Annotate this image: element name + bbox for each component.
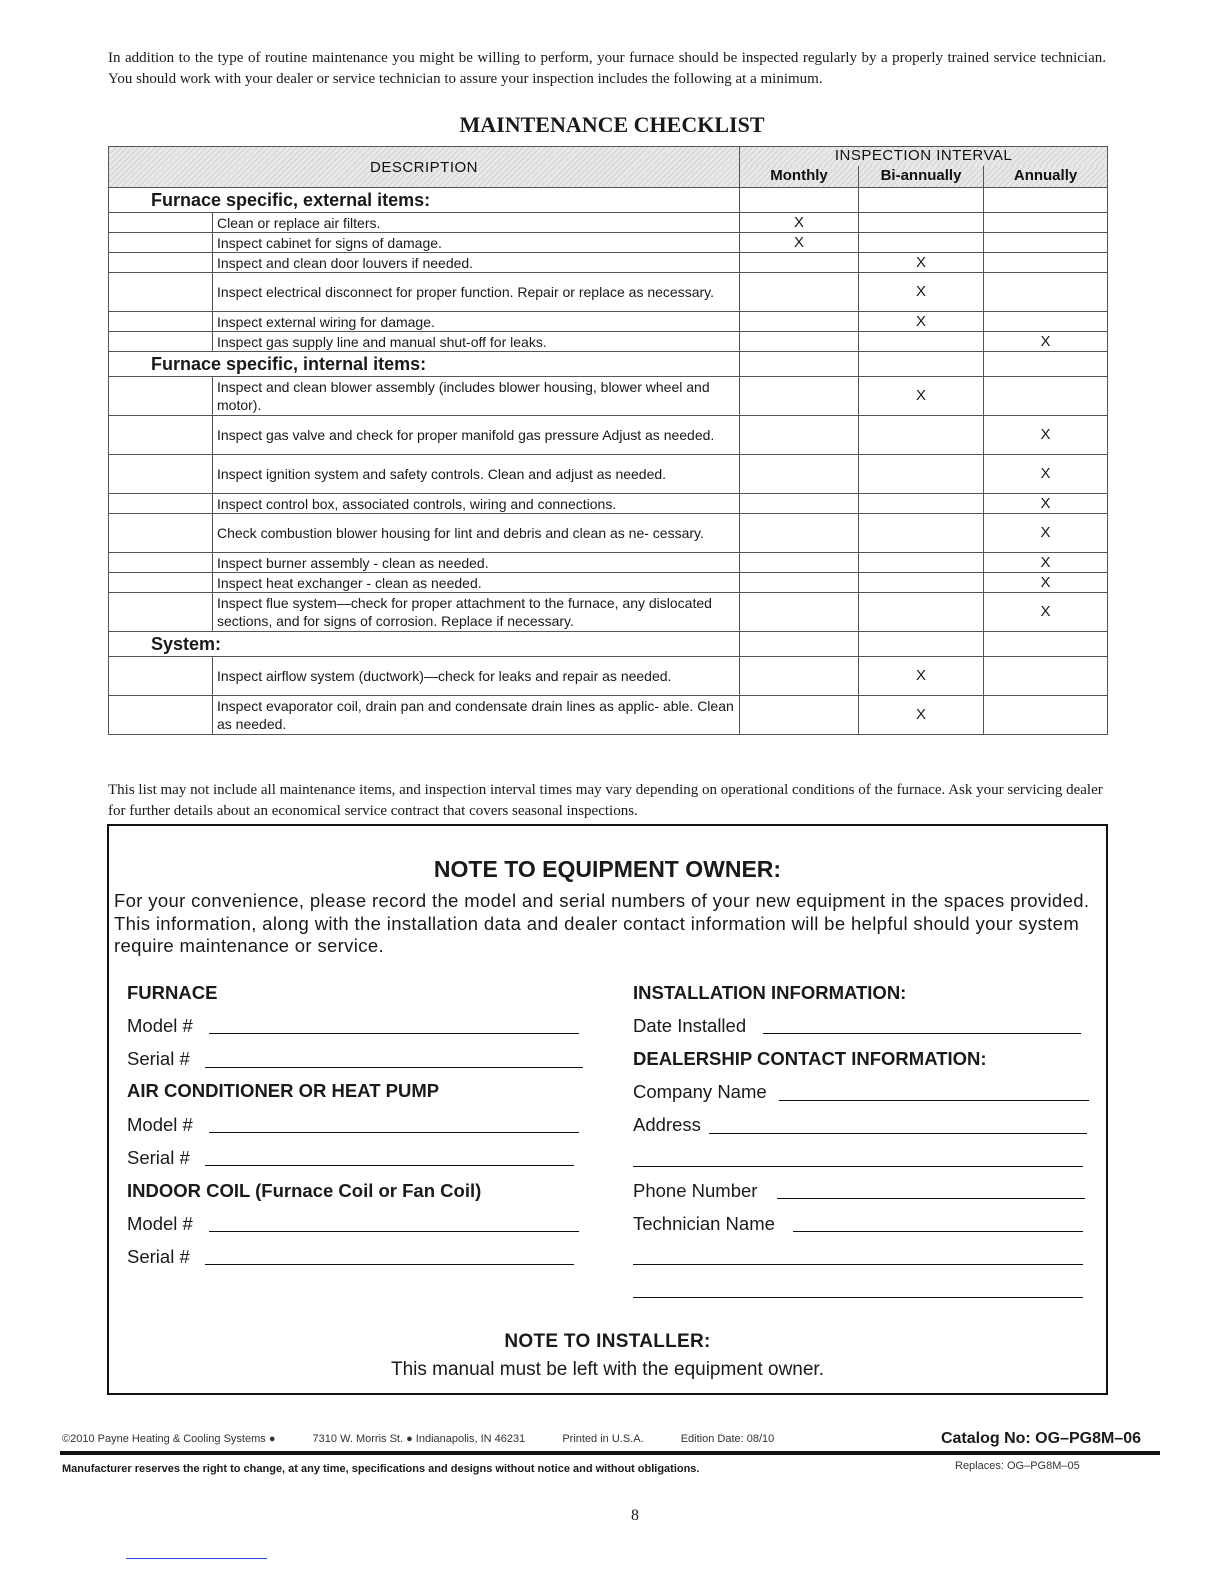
furnace-heading: FURNACE xyxy=(127,982,218,1003)
item-text: Check combustion blower housing for lint and debris and clean as ne- cessary. xyxy=(213,514,740,553)
extra-line-1-field[interactable] xyxy=(633,1264,1083,1265)
address-field[interactable] xyxy=(709,1133,1087,1134)
biannually-mark: X xyxy=(859,273,984,312)
coil-model-field[interactable] xyxy=(209,1231,579,1232)
address-line-2-field[interactable] xyxy=(633,1166,1083,1167)
furnace-serial-field[interactable] xyxy=(205,1067,583,1068)
page-number: 8 xyxy=(631,1507,639,1524)
owner-note-box xyxy=(107,824,1108,1395)
annually-mark: X xyxy=(984,416,1108,455)
checklist-row xyxy=(109,377,1108,416)
header-description: DESCRIPTION xyxy=(109,147,740,188)
checklist-row xyxy=(109,253,1108,273)
footer-edition: Edition Date: 08/10 xyxy=(680,1433,775,1445)
footer-address: 7310 W. Morris St. ● Indianapolis, IN 46231 xyxy=(312,1433,526,1445)
checklist-row xyxy=(109,514,1108,553)
item-text: Inspect cabinet for signs of damage. xyxy=(213,233,740,253)
company-name-field[interactable] xyxy=(779,1100,1089,1101)
checklist-row xyxy=(109,494,1108,514)
checklist-footnote: This list may not include all maintenance items, and inspection interval times may vary depending on operational conditions of the furnace. Ask your servicing dealer for further details about an economical service contract that covers seasonal inspections. xyxy=(108,782,1103,819)
section-row xyxy=(109,352,1108,377)
item-text: Inspect control box, associated controls, wiring and connections. xyxy=(213,494,740,514)
checklist-row xyxy=(109,455,1108,494)
header-monthly: Monthly xyxy=(740,166,859,188)
footer-printed: Printed in U.S.A. xyxy=(562,1433,644,1445)
item-text: Inspect and clean door louvers if needed. xyxy=(213,253,740,273)
checklist-row xyxy=(109,573,1108,593)
company-name-label: Company Name xyxy=(633,1081,767,1102)
phone-number-label: Phone Number xyxy=(633,1180,758,1201)
annually-mark: X xyxy=(984,514,1108,553)
footer-divider xyxy=(60,1451,1160,1455)
ac-model-field[interactable] xyxy=(209,1132,579,1133)
checklist-row xyxy=(109,233,1108,253)
section-title: Furnace specific, internal items: xyxy=(109,352,740,377)
annually-mark: X xyxy=(984,553,1108,573)
equipment-column xyxy=(109,826,609,1266)
checklist-row xyxy=(109,213,1108,233)
item-text: Inspect heat exchanger - clean as needed. xyxy=(213,573,740,593)
header-annually: Annually xyxy=(984,166,1108,188)
checklist-row xyxy=(109,332,1108,352)
checklist-row xyxy=(109,657,1108,696)
checklist-row xyxy=(109,696,1108,735)
checklist-row xyxy=(109,273,1108,312)
installation-heading: INSTALLATION INFORMATION: xyxy=(633,982,907,1003)
item-text: Clean or replace air filters. xyxy=(213,213,740,233)
ac-serial-label: Serial # xyxy=(127,1147,190,1168)
item-text: Inspect flue system—check for proper attachment to the furnace, any dislocated sections, and for signs of corrosion. Replace if necessary. xyxy=(213,593,740,632)
furnace-model-field[interactable] xyxy=(209,1033,579,1034)
annually-mark: X xyxy=(984,494,1108,514)
item-text: Inspect ignition system and safety controls. Clean and adjust as needed. xyxy=(213,455,740,494)
footer-disclaimer: Manufacturer reserves the right to change, at any time, specifications and designs without notice and without obligations. xyxy=(62,1463,700,1475)
link-underline xyxy=(126,1558,267,1559)
section-title: Furnace specific, external items: xyxy=(109,188,740,213)
checklist-row xyxy=(109,553,1108,573)
maintenance-checklist-table xyxy=(108,146,1108,735)
biannually-mark: X xyxy=(859,312,984,332)
item-text: Inspect evaporator coil, drain pan and condensate drain lines as applic- able. Clean as needed. xyxy=(213,696,740,735)
furnace-serial-label: Serial # xyxy=(127,1048,190,1069)
checklist-title: MAINTENANCE CHECKLIST xyxy=(459,112,765,137)
annually-mark: X xyxy=(984,332,1108,352)
date-installed-label: Date Installed xyxy=(633,1015,747,1036)
installer-note-title: NOTE TO INSTALLER: xyxy=(504,1331,711,1352)
technician-name-field[interactable] xyxy=(793,1231,1083,1232)
item-text: Inspect external wiring for damage. xyxy=(213,312,740,332)
biannually-mark: X xyxy=(859,377,984,416)
biannually-mark: X xyxy=(859,696,984,735)
item-text: Inspect electrical disconnect for proper function. Repair or replace as necessary. xyxy=(213,273,740,312)
section-row xyxy=(109,632,1108,657)
coil-model-label: Model # xyxy=(127,1213,193,1234)
owner-note-intro: For your convenience, please record the model and serial numbers of your new equipment in the spaces provided. This information, along with the installation data and dealer contact information will be helpful should your system require maintenance or service. xyxy=(114,890,1090,956)
checklist-row xyxy=(109,593,1108,632)
monthly-mark: X xyxy=(740,233,859,253)
item-text: Inspect and clean blower assembly (includes blower housing, blower wheel and motor). xyxy=(213,377,740,416)
extra-line-2-field[interactable] xyxy=(633,1297,1083,1298)
header-biannually: Bi-annually xyxy=(859,166,984,188)
footer-info xyxy=(62,1433,808,1445)
item-text: Inspect gas valve and check for proper manifold gas pressure Adjust as needed. xyxy=(213,416,740,455)
technician-name-label: Technician Name xyxy=(633,1213,775,1234)
installation-column xyxy=(629,826,1099,1306)
coil-serial-field[interactable] xyxy=(205,1264,574,1265)
phone-number-field[interactable] xyxy=(777,1198,1085,1199)
dealership-heading: DEALERSHIP CONTACT INFORMATION: xyxy=(633,1048,987,1069)
catalog-number: Catalog No: OG–PG8M–06 xyxy=(940,1430,1141,1447)
furnace-model-label: Model # xyxy=(127,1015,193,1036)
annually-mark: X xyxy=(984,593,1108,632)
item-text: Inspect burner assembly - clean as needed. xyxy=(213,553,740,573)
annually-mark: X xyxy=(984,455,1108,494)
ac-model-label: Model # xyxy=(127,1114,193,1135)
installer-note-text: This manual must be left with the equipment owner. xyxy=(390,1359,824,1380)
monthly-mark: X xyxy=(740,213,859,233)
owner-note-title: NOTE TO EQUIPMENT OWNER: xyxy=(433,856,782,882)
section-title: System: xyxy=(109,632,740,657)
footer-copyright: ©2010 Payne Heating & Cooling Systems ● xyxy=(62,1433,276,1445)
coil-heading: INDOOR COIL (Furnace Coil or Fan Coil) xyxy=(127,1180,482,1201)
replaces-catalog: Replaces: OG–PG8M–05 xyxy=(955,1460,1080,1472)
biannually-mark: X xyxy=(859,253,984,273)
item-text: Inspect airflow system (ductwork)—check for leaks and repair as needed. xyxy=(213,657,740,696)
checklist-row xyxy=(109,312,1108,332)
date-installed-field[interactable] xyxy=(763,1033,1081,1034)
intro-paragraph: In addition to the type of routine maintenance you might be willing to perform, your furnace should be inspected regularly by a properly trained service technician. You should work with your dealer or service technician to assure your inspection includes the following at a minimum. xyxy=(108,50,1106,87)
ac-serial-field[interactable] xyxy=(205,1165,574,1166)
header-inspection-interval: INSPECTION INTERVAL xyxy=(740,147,1108,166)
item-text: Inspect gas supply line and manual shut-off for leaks. xyxy=(213,332,740,352)
ac-heading: AIR CONDITIONER OR HEAT PUMP xyxy=(127,1080,440,1101)
biannually-mark: X xyxy=(859,657,984,696)
section-row xyxy=(109,188,1108,213)
checklist-row xyxy=(109,416,1108,455)
annually-mark: X xyxy=(984,573,1108,593)
coil-serial-label: Serial # xyxy=(127,1246,190,1267)
address-label: Address xyxy=(633,1114,701,1135)
